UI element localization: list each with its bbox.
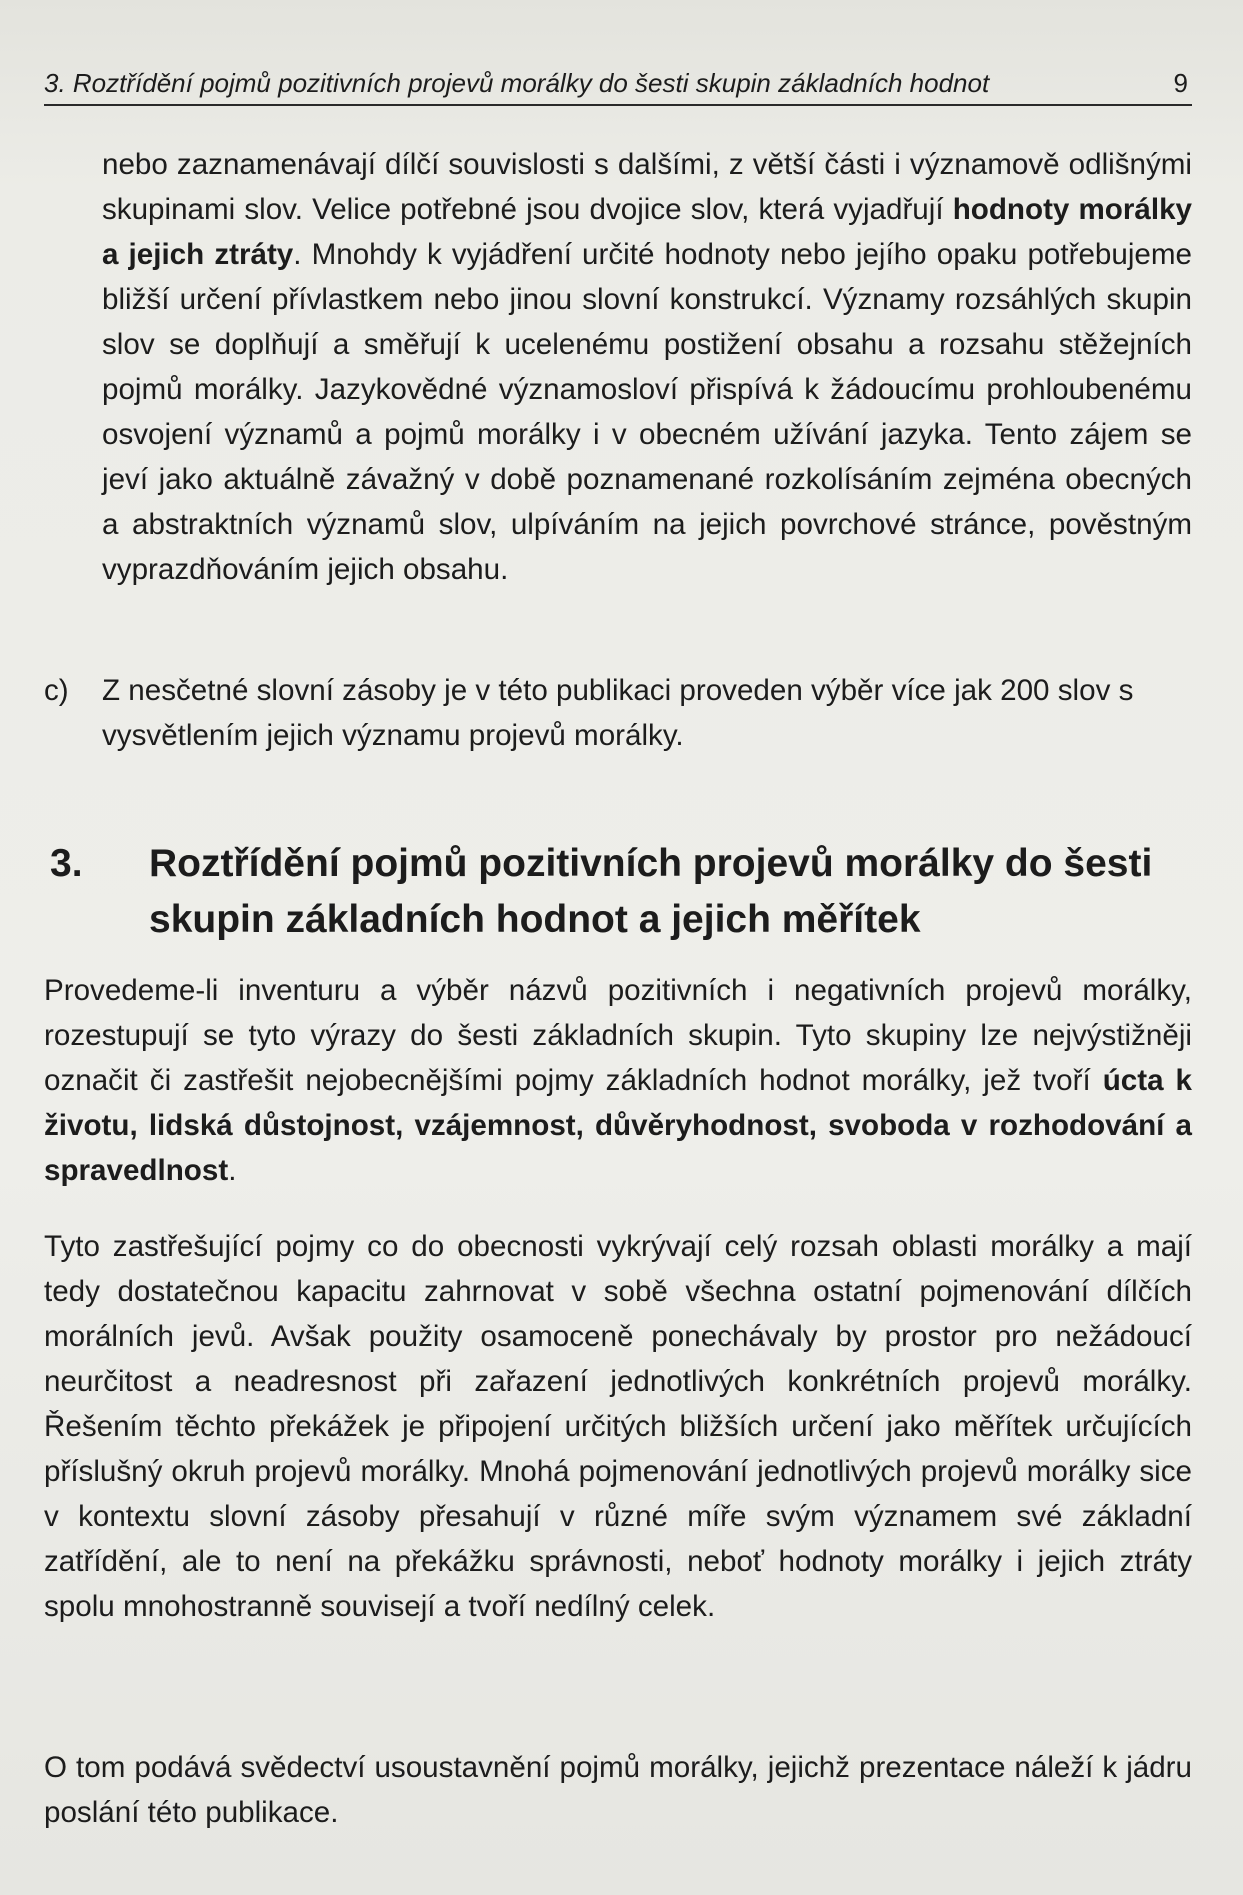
paragraph-text: Provedeme-li inventuru a výběr názvů pozitivních i negativních projevů morálky, rozestupují se tyto výrazy do šesti základních skupin. Tyto skupiny lze nejvýstižněji označit či zastřešit nejobecnějšími pojmy základních hodnot morálky, jež tvoří	[44, 974, 1192, 1097]
paragraph-text: O tom podává svědectví usoustavnění pojmů morálky, jejichž prezentace náleží k jádru poslání této publikace.	[44, 1751, 1192, 1829]
list-item-c	[44, 668, 1192, 758]
running-header-title: 3. Roztřídění pojmů pozitivních projevů morálky do šesti skupin základních hodnot	[44, 68, 990, 98]
bold-phrase-values-and-losses: hodnoty morálky a jejich ztráty	[102, 193, 1192, 271]
section-heading	[44, 836, 1192, 948]
section-title: Roztřídění pojmů pozitivních projevů morálky do šesti skupin základních hodnot a jejich měřítek	[149, 842, 1153, 941]
intro-paragraph	[44, 968, 1192, 1193]
bold-phrase-core-values: úcta k životu, lidská důstojnost, vzájemnost, důvěryhodnost, svoboda v rozhodování a spravedlnost	[44, 1064, 1192, 1187]
section-number: 3.	[50, 842, 83, 885]
running-header	[44, 62, 1192, 106]
paragraph-text: . Mnohdy k vyjádření určité hodnoty nebo jejího opaku potřebujeme bližší určení přívlastkem nebo jinou slovní konstrukcí. Významy rozsáhlých skupin slov se doplňují a směřují k ucelenému postižení obsahu a rozsahu stěžejních pojmů morálky. Jazykovědné významosloví přispívá k žádoucímu prohloubenému osvojení významů a pojmů morálky i v obecném užívání jazyka. Tento zájem se jeví jako aktuálně závažný v době poznamenané rozkolísáním zejména obecných a abstraktních významů slov, ulpíváním na jejich povrchové stránce, pověstným vyprazdňováním jejich obsahu.	[102, 238, 1192, 586]
list-marker: c)	[44, 674, 69, 707]
paragraph-text: Tyto zastřešující pojmy co do obecnosti vykrývají celý rozsah oblasti morálky a mají tedy dostatečnou kapacitu zahrnovat v sobě všechna ostatní pojmenování dílčích morálních jevů. Avšak použity osamoceně ponechávaly by prostor pro nežádoucí neurčitost a neadresnost při zařazení jednotlivých konkrétních projevů morálky. Řešením těchto překážek je připojení určitých bližších určení jako měřítek určujících příslušný okruh projevů morálky. Mnohá pojmenování jednotlivých projevů morálky sice v kontextu slovní zásoby přesahují v různé míře svým významem své základní zatřídění, ale to není na překážku správnosti, neboť hodnoty morálky i jejich ztráty spolu mnohostranně souvisejí a tvoří nedílný celek.	[44, 1230, 1192, 1623]
page-number: 9	[1173, 68, 1188, 98]
closing-paragraph	[44, 1745, 1192, 1835]
umbrella-concepts-paragraph	[44, 1224, 1192, 1629]
paragraph-text: .	[228, 1154, 237, 1187]
paragraph-text: nebo zaznamenávají dílčí souvislosti s dalšími, z větší části i významově odlišnými skupinami slov. Velice potřebné jsou dvojice slov, která vyjadřují	[102, 148, 1192, 226]
continued-paragraph	[102, 142, 1192, 592]
list-item-text: Z nesčetné slovní zásoby je v této publikaci proveden výběr více jak 200 slov s vysvětlením jejich významu projevů morálky.	[102, 674, 1134, 752]
